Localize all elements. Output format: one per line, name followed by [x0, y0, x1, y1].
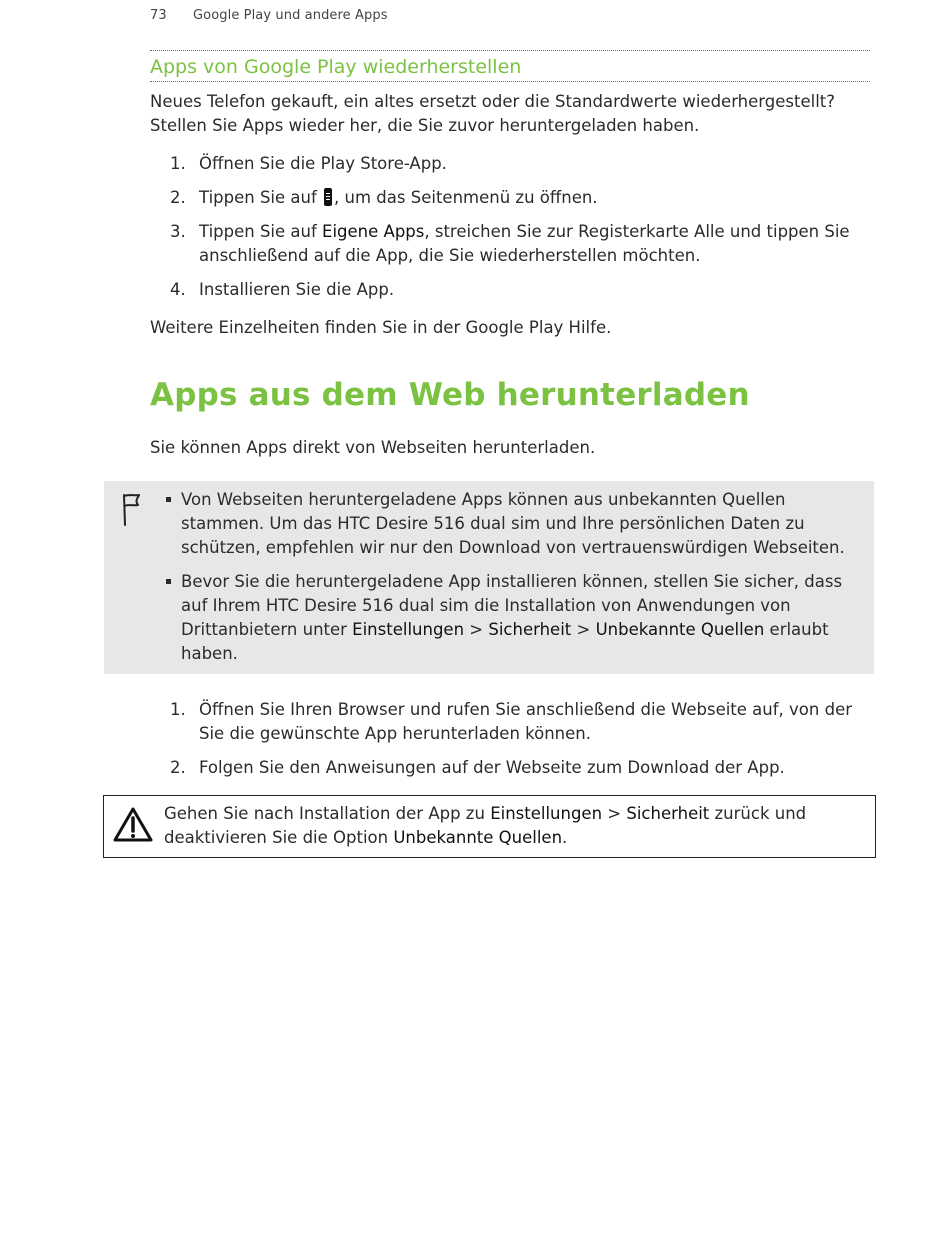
flag-icon [120, 493, 142, 527]
note-text: Von Webseiten heruntergeladene Apps können aus unbekannten Quellen stammen. Um das HTC Desire 516 dual sim und Ihre persönlichen Daten zu schützen, empfehlen wir nur den Download von vertrauenswürdigen Webseiten. [181, 490, 845, 557]
section-title-bar [150, 50, 870, 82]
step-text: Öffnen Sie die Play Store-App. [199, 154, 447, 173]
section2-intro: Sie können Apps direkt von Webseiten herunterladen. [150, 438, 596, 457]
ui-term: Einstellungen [490, 804, 603, 823]
menu-icon [324, 188, 332, 206]
list-item [150, 278, 870, 302]
ui-term: Unbekannte Quellen [595, 620, 765, 639]
download-steps [150, 698, 870, 780]
step-number: 1. [170, 154, 186, 173]
note-text-pre: Bevor Sie die heruntergeladene App installieren können, stellen Sie sicher, dass auf Ihrem HTC Desire 516 dual sim die Installation von Anwendungen von Drittanbietern unter [181, 572, 843, 639]
list-item [164, 488, 870, 560]
step-text-post: , um das Seitenmenü zu öffnen. [334, 188, 598, 207]
separator: > [571, 620, 596, 639]
list-item [150, 152, 870, 176]
note-box [104, 481, 874, 674]
step-number: 2. [170, 188, 186, 207]
page-header [150, 8, 388, 23]
warning-box [103, 795, 876, 858]
chapter-heading: Apps aus dem Web herunterladen [150, 377, 750, 413]
section-footer-text: Weitere Einzelheiten finden Sie in der Google Play Hilfe. [150, 318, 612, 337]
list-item [150, 756, 870, 780]
note-text-post: erlaubt haben. [181, 620, 829, 663]
restore-steps [150, 152, 870, 302]
list-item [150, 186, 870, 210]
step-text-pre: Tippen Sie auf [199, 222, 323, 241]
step-text: Installieren Sie die App. [199, 280, 395, 299]
ui-term: Unbekannte Quellen [393, 828, 563, 847]
step-number: 2. [170, 758, 186, 777]
ui-term: Sicherheit [626, 804, 710, 823]
step-number: 3. [170, 222, 186, 241]
ui-term: Einstellungen [352, 620, 465, 639]
warning-text [164, 802, 864, 850]
warning-text-pre: Gehen Sie nach Installation der App zu [164, 804, 491, 823]
step-text-pre: Tippen Sie auf [199, 188, 323, 207]
list-item [150, 698, 870, 746]
note-list [164, 488, 870, 676]
warning-text-mid: zurück und deaktivieren Sie die Option [164, 804, 807, 847]
page-number: 73 [150, 8, 167, 23]
step-text: Folgen Sie den Anweisungen auf der Webseite zum Download der App. [199, 758, 785, 777]
step-number: 4. [170, 280, 186, 299]
section-title: Apps von Google Play wiederherstellen [150, 56, 522, 78]
warning-icon [112, 806, 154, 844]
separator: > [464, 620, 489, 639]
separator: > [602, 804, 627, 823]
ui-term: Eigene Apps [322, 222, 425, 241]
step-text-post: , streichen Sie zur Registerkarte Alle und tippen Sie anschließend auf die App, die Sie wiederherstellen möchten. [199, 222, 850, 265]
warning-text-post: . [562, 828, 568, 847]
bullet [166, 497, 171, 502]
step-number: 1. [170, 700, 186, 719]
chapter-title: Google Play und andere Apps [192, 8, 388, 23]
step-text: Öffnen Sie Ihren Browser und rufen Sie anschließend die Webseite auf, von der Sie die gewünschte App herunterladen können. [199, 700, 853, 743]
list-item [164, 570, 870, 666]
section-intro: Neues Telefon gekauft, ein altes ersetzt oder die Standardwerte wiederhergestellt? Stellen Sie Apps wieder her, die Sie zuvor heruntergeladen haben. [150, 92, 836, 135]
bullet [166, 579, 171, 584]
ui-term: Sicherheit [488, 620, 572, 639]
list-item [150, 220, 870, 268]
